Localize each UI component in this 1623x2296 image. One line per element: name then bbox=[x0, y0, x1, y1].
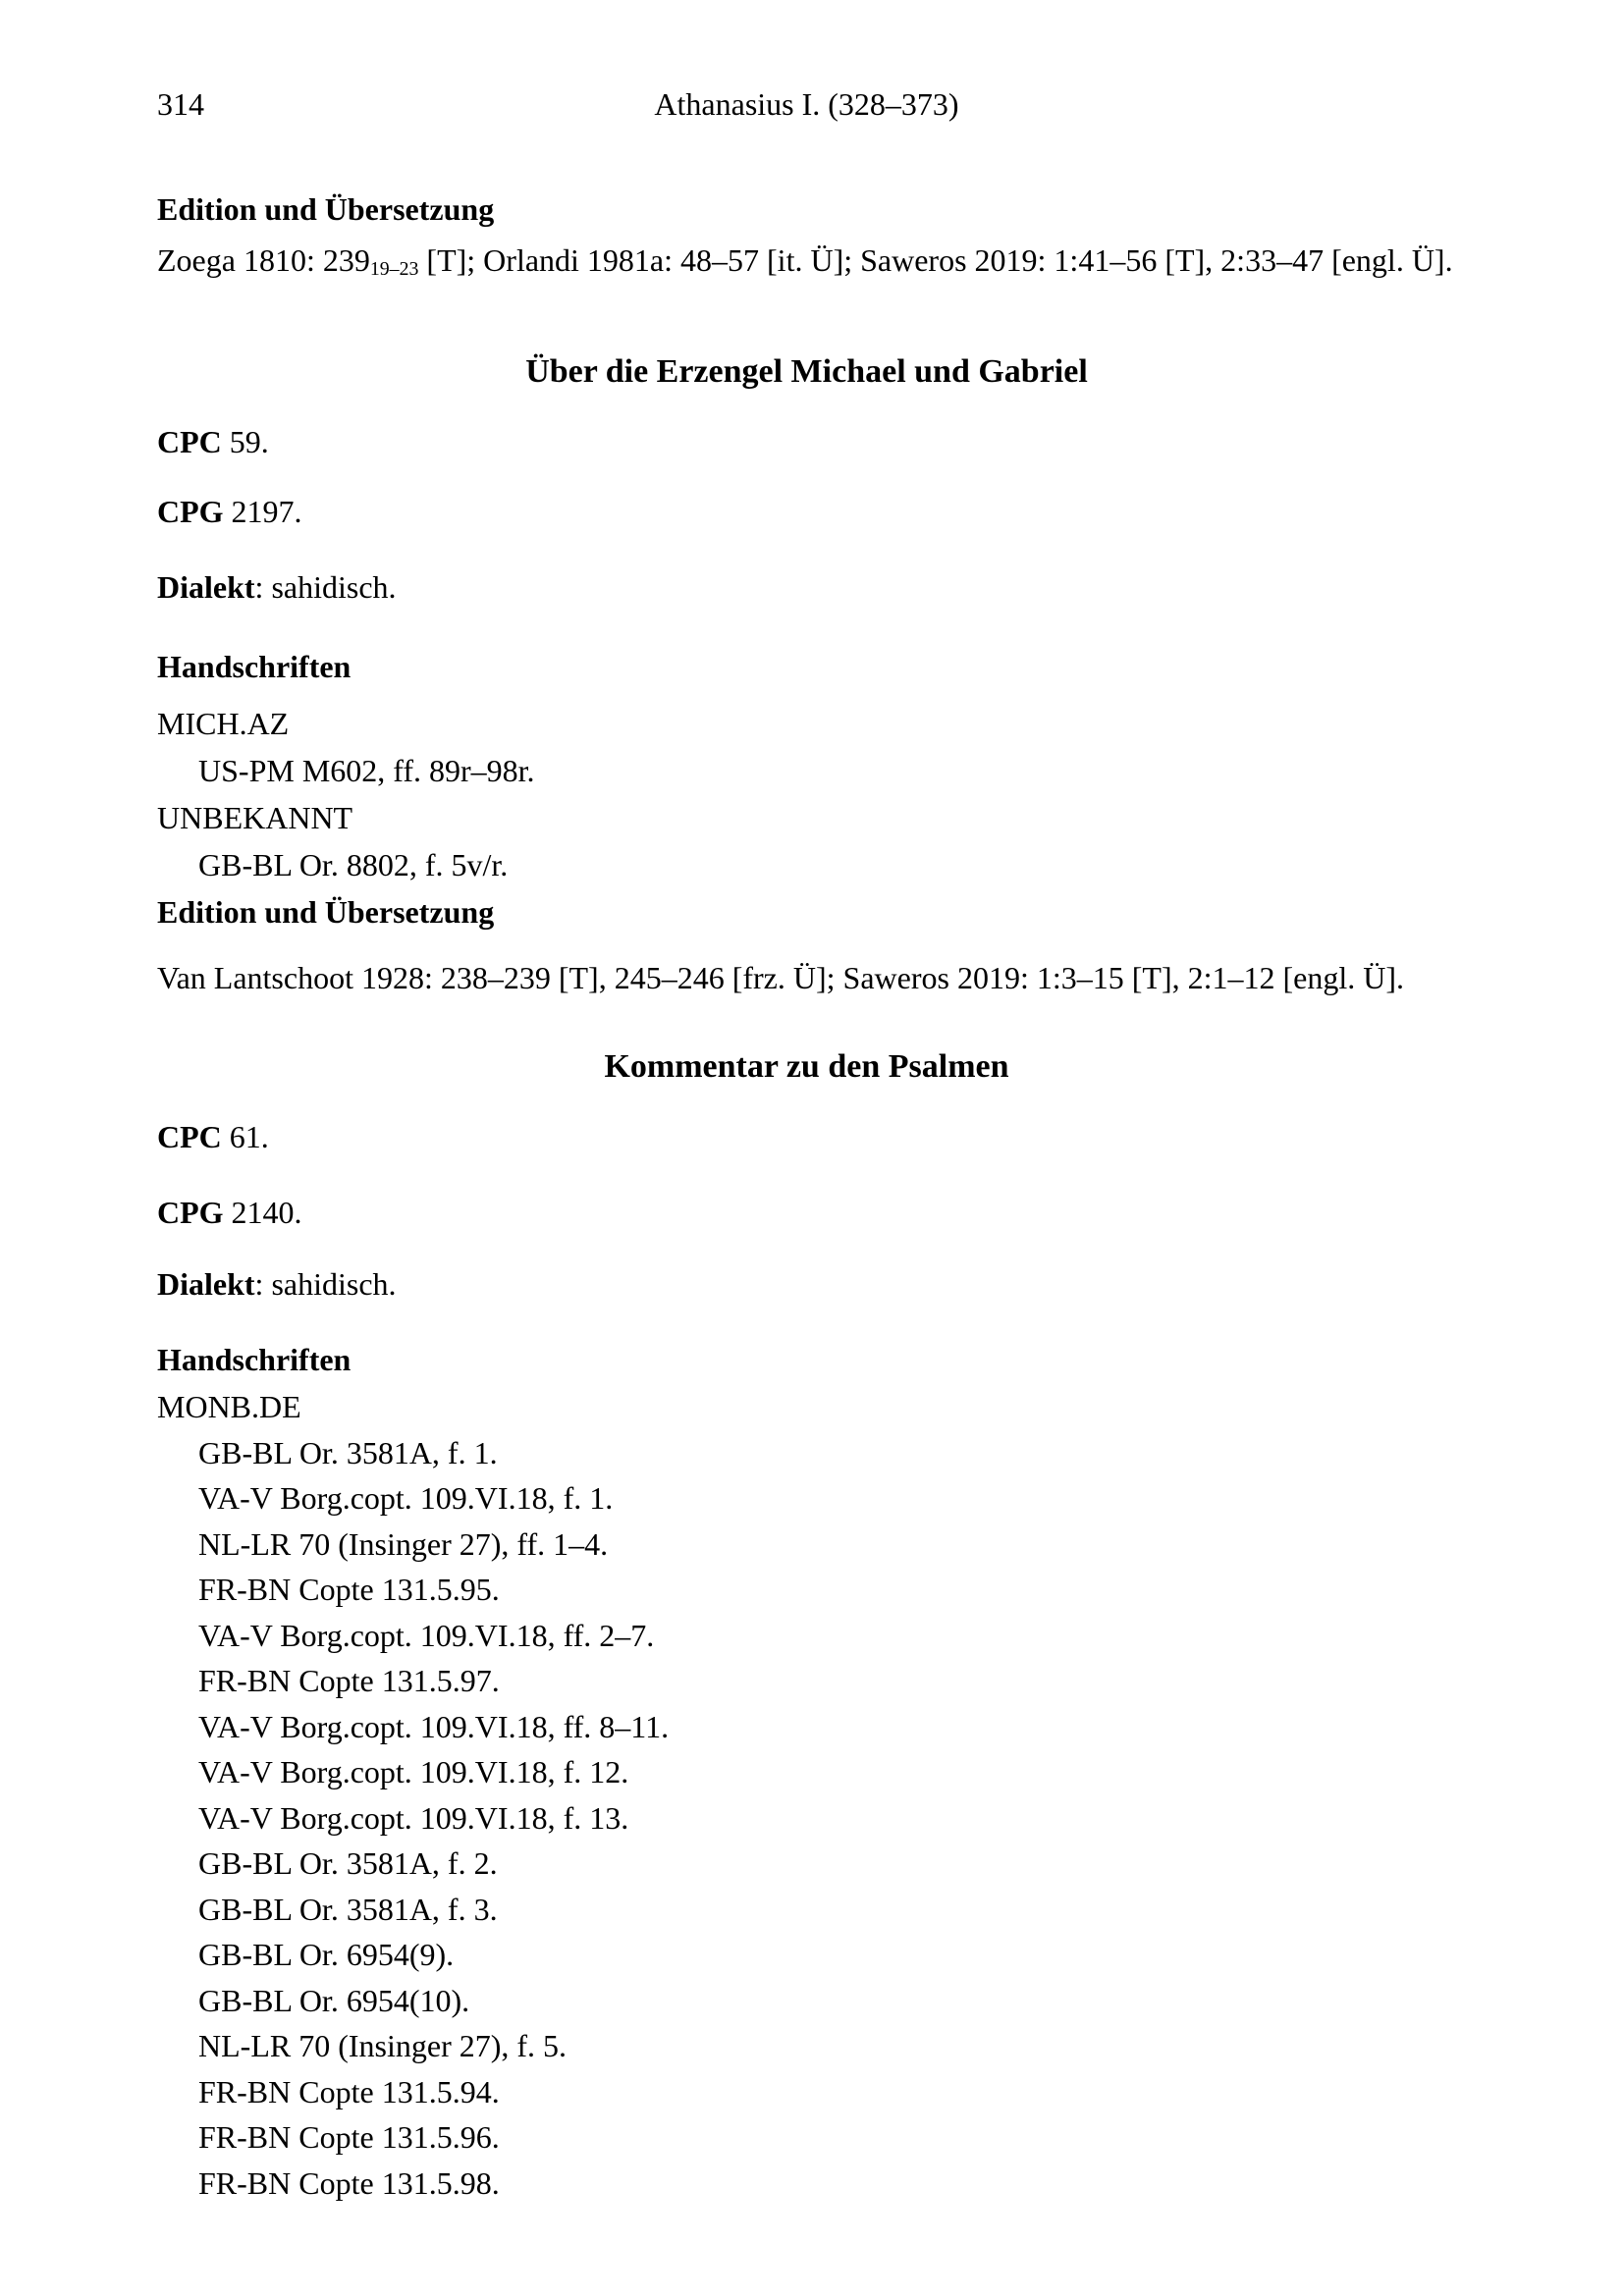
cpc-value: 59. bbox=[221, 424, 269, 459]
manuscript-item: GB-BL Or. 6954(10). bbox=[198, 1982, 470, 2018]
cpc-label: CPC bbox=[157, 1119, 222, 1154]
citation-line-subscript: 19–23 bbox=[369, 258, 419, 281]
manuscript-siglum: MONB.DE bbox=[157, 1389, 301, 1424]
cpg-value: 2197. bbox=[223, 494, 302, 529]
citation-text-pre: Zoega 1810: 239 bbox=[157, 242, 370, 278]
manuscript-item: US-PM M602, ff. 89r–98r. bbox=[198, 753, 535, 788]
edition-citation bbox=[157, 242, 1456, 281]
manuscript-item: GB-BL Or. 8802, f. 5v/r. bbox=[198, 847, 509, 882]
cpg-label: CPG bbox=[157, 1195, 224, 1230]
cpc-line bbox=[157, 1121, 1456, 1152]
cpg-value: 2140. bbox=[223, 1195, 302, 1230]
page-header bbox=[157, 88, 1456, 128]
manuscript-item: FR-BN Copte 131.5.96. bbox=[198, 2119, 500, 2155]
cpc-value: 61. bbox=[221, 1119, 269, 1154]
manuscript-item: FR-BN Copte 131.5.98. bbox=[198, 2164, 500, 2201]
cpc-line bbox=[157, 426, 1456, 457]
running-title: Athanasius I. (328–373) bbox=[654, 86, 959, 122]
manuscript-item: VA-V Borg.copt. 109.VI.18, ff. 8–11. bbox=[198, 1708, 670, 1744]
manuscript-item: FR-BN Copte 131.5.95. bbox=[198, 1572, 500, 1607]
dialekt-label: Dialekt bbox=[157, 569, 255, 605]
manuscript-item: GB-BL Or. 6954(9). bbox=[198, 1937, 455, 1972]
citation-text-post: [T]; Orlandi 1981a: 48–57 [it. Ü]; Saweros 2019: 1:41–56 [T], 2:33–47 [engl. Ü]. bbox=[418, 242, 1453, 278]
dialekt-label: Dialekt bbox=[157, 1266, 255, 1302]
edition-heading: Edition und Übersetzung bbox=[157, 191, 495, 227]
manuscript-item: GB-BL Or. 3581A, f. 2. bbox=[198, 1845, 498, 1881]
edition-citation: Van Lantschoot 1928: 238–239 [T], 245–246 [frz. Ü]; Saweros 2019: 1:3–15 [T], 2:1–12 [engl. Ü]. bbox=[157, 960, 1404, 995]
cpg-line bbox=[157, 1197, 1456, 1228]
dialekt-line bbox=[157, 1268, 1456, 1300]
manuscript-item: VA-V Borg.copt. 109.VI.18, f. 1. bbox=[198, 1480, 614, 1516]
dialekt-line bbox=[157, 571, 1456, 603]
manuscript-item: NL-LR 70 (Insinger 27), f. 5. bbox=[198, 2028, 568, 2063]
work-title: Kommentar zu den Psalmen bbox=[604, 1048, 1009, 1085]
page-number: 314 bbox=[157, 86, 204, 122]
manuscripts-list bbox=[157, 1384, 1456, 2206]
work-title: Über die Erzengel Michael und Gabriel bbox=[525, 353, 1088, 390]
manuscript-item: FR-BN Copte 131.5.94. bbox=[198, 2073, 500, 2109]
manuscript-siglum: UNBEKANNT bbox=[157, 800, 353, 835]
manuscript-item: VA-V Borg.copt. 109.VI.18, f. 12. bbox=[198, 1754, 629, 1789]
manuscript-item: VA-V Borg.copt. 109.VI.18, f. 13. bbox=[198, 1799, 629, 1836]
handschriften-heading: Handschriften bbox=[157, 1342, 352, 1377]
manuscript-siglum: MICH.AZ bbox=[157, 706, 290, 741]
manuscripts-list bbox=[157, 700, 1456, 888]
manuscript-item: GB-BL Or. 3581A, f. 1. bbox=[198, 1434, 498, 1470]
cpg-line bbox=[157, 496, 1456, 527]
handschriften-heading: Handschriften bbox=[157, 649, 352, 684]
dialekt-value: : sahidisch. bbox=[254, 569, 397, 605]
edition-heading: Edition und Übersetzung bbox=[157, 894, 495, 930]
cpg-label: CPG bbox=[157, 494, 224, 529]
cpc-label: CPC bbox=[157, 424, 222, 459]
dialekt-value: : sahidisch. bbox=[254, 1266, 397, 1302]
manuscript-item: FR-BN Copte 131.5.97. bbox=[198, 1663, 500, 1698]
manuscript-item: GB-BL Or. 3581A, f. 3. bbox=[198, 1891, 498, 1927]
manuscript-item: VA-V Borg.copt. 109.VI.18, ff. 2–7. bbox=[198, 1617, 655, 1653]
manuscript-item: NL-LR 70 (Insinger 27), ff. 1–4. bbox=[198, 1525, 609, 1562]
